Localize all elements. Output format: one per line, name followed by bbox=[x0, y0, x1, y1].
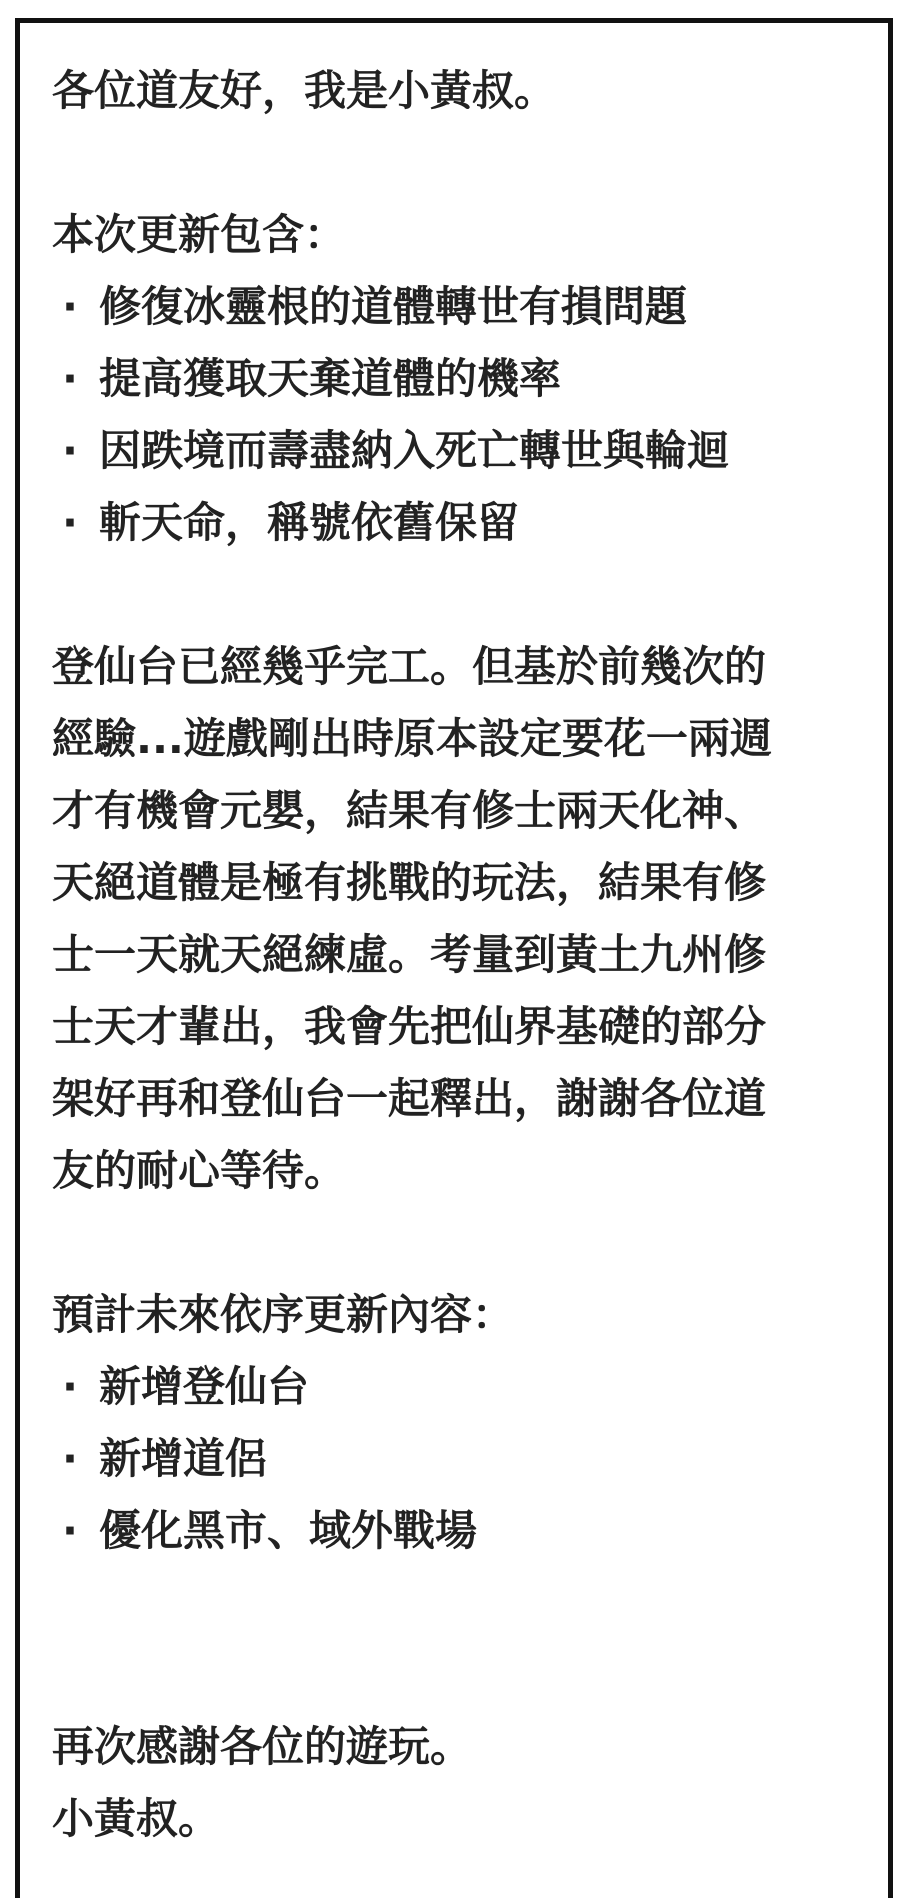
paragraph-line: 登仙台已經幾乎完工。但基於前幾次的 bbox=[52, 642, 767, 691]
paragraph-line: 架好再和登仙台一起釋出，謝謝各位道 bbox=[52, 1074, 767, 1123]
update-item-text: 因跌境而壽盡納入死亡轉世與輪迴 bbox=[99, 426, 730, 475]
spacer bbox=[52, 1567, 852, 1711]
update-item-text: 提高獲取天棄道體的機率 bbox=[99, 354, 562, 403]
paragraph-line: 才有機會元嬰，結果有修士兩天化神、 bbox=[52, 786, 767, 835]
announcement-body bbox=[52, 55, 852, 1855]
update-item-text: 斬天命，稱號依舊保留 bbox=[99, 498, 520, 547]
paragraph-line: 友的耐心等待。 bbox=[52, 1146, 347, 1195]
signature: 小黃叔。 bbox=[52, 1794, 221, 1843]
update-heading: 本次更新包含： bbox=[52, 210, 347, 259]
update-item bbox=[52, 271, 852, 343]
greeting-text: 各位道友好，我是小黃叔。 bbox=[52, 66, 557, 115]
update-item bbox=[52, 415, 852, 487]
planned-item bbox=[52, 1351, 852, 1423]
planned-item-text: 新增道侶 bbox=[99, 1434, 268, 1483]
bullet-dot: · bbox=[62, 498, 78, 547]
update-item bbox=[52, 343, 852, 415]
planned-item bbox=[52, 1495, 852, 1567]
planned-item-text: 新增登仙台 bbox=[99, 1362, 310, 1411]
paragraph-line: 天絕道體是極有挑戰的玩法，結果有修 bbox=[52, 858, 767, 907]
bullet-dot: · bbox=[62, 426, 78, 475]
update-item-text: 修復冰靈根的道體轉世有損問題 bbox=[99, 282, 688, 331]
spacer bbox=[52, 559, 852, 631]
closing-thanks: 再次感謝各位的遊玩。 bbox=[52, 1722, 473, 1771]
planned-heading: 預計未來依序更新內容： bbox=[52, 1290, 515, 1339]
bullet-dot: · bbox=[62, 1506, 78, 1555]
bullet-dot: · bbox=[62, 354, 78, 403]
planned-item-text: 優化黑市、域外戰場 bbox=[99, 1506, 478, 1555]
bullet-dot: · bbox=[62, 1362, 78, 1411]
bullet-dot: · bbox=[62, 282, 78, 331]
update-item bbox=[52, 487, 852, 559]
spacer bbox=[52, 127, 852, 199]
spacer bbox=[52, 1207, 852, 1279]
paragraph-line: 士一天就天絕練虛。考量到黃土九州修 bbox=[52, 930, 767, 979]
paragraph-line: 士天才輩出，我會先把仙界基礎的部分 bbox=[52, 1002, 767, 1051]
bullet-dot: · bbox=[62, 1434, 78, 1483]
paragraph-line: 經驗...遊戲剛出時原本設定要花一兩週 bbox=[52, 714, 772, 763]
planned-item bbox=[52, 1423, 852, 1495]
